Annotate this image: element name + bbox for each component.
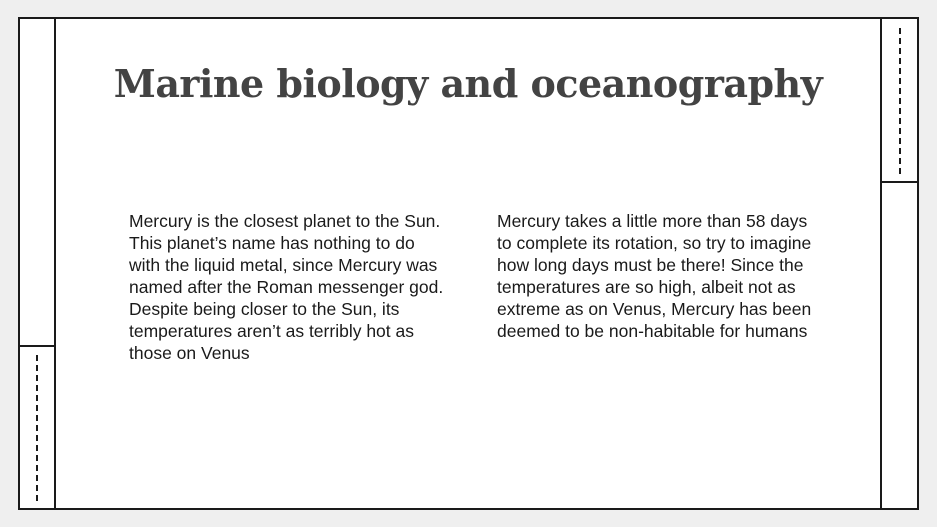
right-dashed-line (899, 28, 901, 174)
left-decorative-strip (20, 19, 56, 508)
left-strip-divider (20, 345, 54, 347)
left-dashed-line (36, 355, 38, 501)
slide-title: Marine biology and oceanography (113, 61, 823, 106)
right-decorative-strip (880, 19, 917, 508)
body-text-left: Mercury is the closest planet to the Sun. This planet’s name has nothing to do with the liquid metal, since Mercury was named after the Roman messenger god. Despite being closer to the Sun, its temperatures aren’t as terribly hot as those on Venus (129, 211, 444, 363)
right-strip-divider (882, 181, 917, 183)
slide (18, 17, 919, 510)
body-text-right: Mercury takes a little more than 58 days to complete its rotation, so try to imagine how long days must be there! Since the temperatures are so high, albeit not as extreme as on Venus, Mercury has been deemed to be non-habitable for humans (497, 211, 812, 341)
